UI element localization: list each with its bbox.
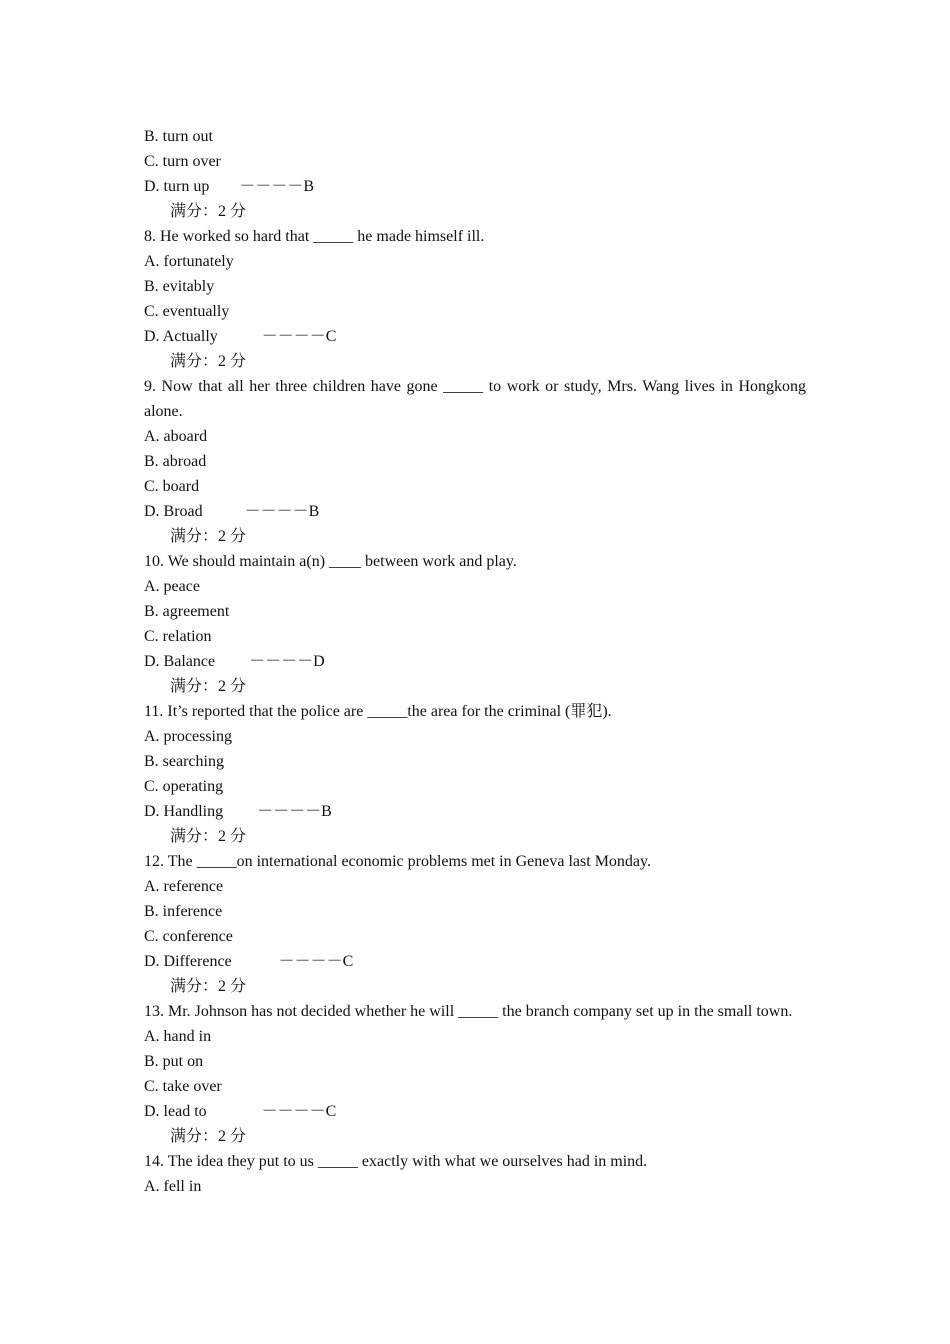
answer-option (144, 799, 806, 824)
question-stem: 9. Now that all her three children have gone _____ to work or study, Mrs. Wang lives in Hongkong alone. (144, 378, 806, 420)
correct-answer: －－－－C (278, 953, 354, 970)
option-text: B. turn out (144, 128, 213, 145)
question-text (144, 699, 806, 724)
option-text: D. Broad (144, 503, 203, 520)
option-text: A. processing (144, 728, 232, 745)
answer-option (144, 899, 806, 924)
option-text: D. Handling (144, 803, 224, 820)
answer-option (144, 299, 806, 324)
option-text: C. turn over (144, 153, 221, 170)
answer-option (144, 624, 806, 649)
option-text: C. board (144, 478, 200, 495)
question-stem: 11. It’s reported that the police are _____the area for the criminal (罪犯). (144, 703, 612, 720)
answer-option (144, 1099, 806, 1124)
option-text: D. turn up (144, 178, 210, 195)
option-text: C. eventually (144, 303, 230, 320)
answer-option (144, 949, 806, 974)
question-text (144, 999, 806, 1024)
answer-option (144, 574, 806, 599)
answer-option (144, 774, 806, 799)
correct-answer: －－－－B (244, 503, 320, 520)
question-stem: 12. The _____on international economic problems met in Geneva last Monday. (144, 853, 651, 870)
answer-option (144, 649, 806, 674)
question-text (144, 1149, 806, 1174)
answer-option (144, 599, 806, 624)
answer-option (144, 249, 806, 274)
question-stem: 10. We should maintain a(n) ____ between work and play. (144, 553, 517, 570)
answer-option (144, 449, 806, 474)
correct-answer: －－－－C (261, 328, 337, 345)
option-text: A. aboard (144, 428, 208, 445)
answer-option (144, 124, 806, 149)
correct-answer: －－－－C (261, 1103, 337, 1120)
option-text: D. Actually (144, 328, 218, 345)
option-text: B. put on (144, 1053, 204, 1070)
answer-option (144, 1049, 806, 1074)
option-text: A. hand in (144, 1028, 212, 1045)
option-text: D. Difference (144, 953, 232, 970)
score-label: 满分：2 分 (170, 528, 247, 545)
answer-option (144, 149, 806, 174)
answer-option (144, 924, 806, 949)
option-text: C. conference (144, 928, 233, 945)
answer-option (144, 1074, 806, 1099)
option-text: A. fortunately (144, 253, 234, 270)
option-text: D. Balance (144, 653, 216, 670)
question-stem: 13. Mr. Johnson has not decided whether he will _____ the branch company set up in the small town. (144, 1003, 793, 1020)
option-text: C. take over (144, 1078, 222, 1095)
option-text: A. reference (144, 878, 224, 895)
answer-option (144, 499, 806, 524)
answer-option (144, 274, 806, 299)
score-label: 满分：2 分 (170, 203, 247, 220)
answer-option (144, 749, 806, 774)
question-text (144, 549, 806, 574)
correct-answer: －－－－B (257, 803, 332, 820)
answer-option (144, 424, 806, 449)
question-stem: 8. He worked so hard that _____ he made himself ill. (144, 228, 485, 245)
option-text: A. peace (144, 578, 200, 595)
question-text (144, 849, 806, 874)
question-text (144, 224, 806, 249)
correct-answer: －－－－D (249, 653, 325, 670)
question-stem: 14. The idea they put to us _____ exactly with what we ourselves had in mind. (144, 1153, 648, 1170)
score-label: 满分：2 分 (170, 828, 247, 845)
score-label: 满分：2 分 (170, 1128, 247, 1145)
answer-option (144, 174, 806, 199)
document-page (144, 124, 806, 1199)
answer-option (144, 724, 806, 749)
score-label: 满分：2 分 (170, 678, 247, 695)
answer-option (144, 1174, 806, 1199)
option-text: B. agreement (144, 603, 230, 620)
option-text: B. inference (144, 903, 223, 920)
option-text: C. relation (144, 628, 212, 645)
score-label: 满分：2 分 (170, 353, 247, 370)
option-text: B. abroad (144, 453, 207, 470)
option-text: B. searching (144, 753, 224, 770)
option-text: D. lead to (144, 1103, 207, 1120)
option-text: C. operating (144, 778, 224, 795)
answer-option (144, 1024, 806, 1049)
correct-answer: －－－－B (239, 178, 315, 195)
score-label: 满分：2 分 (170, 978, 247, 995)
answer-option (144, 874, 806, 899)
question-text (144, 374, 806, 424)
option-text: B. evitably (144, 278, 215, 295)
option-text: A. fell in (144, 1178, 202, 1195)
answer-option (144, 324, 806, 349)
answer-option (144, 474, 806, 499)
